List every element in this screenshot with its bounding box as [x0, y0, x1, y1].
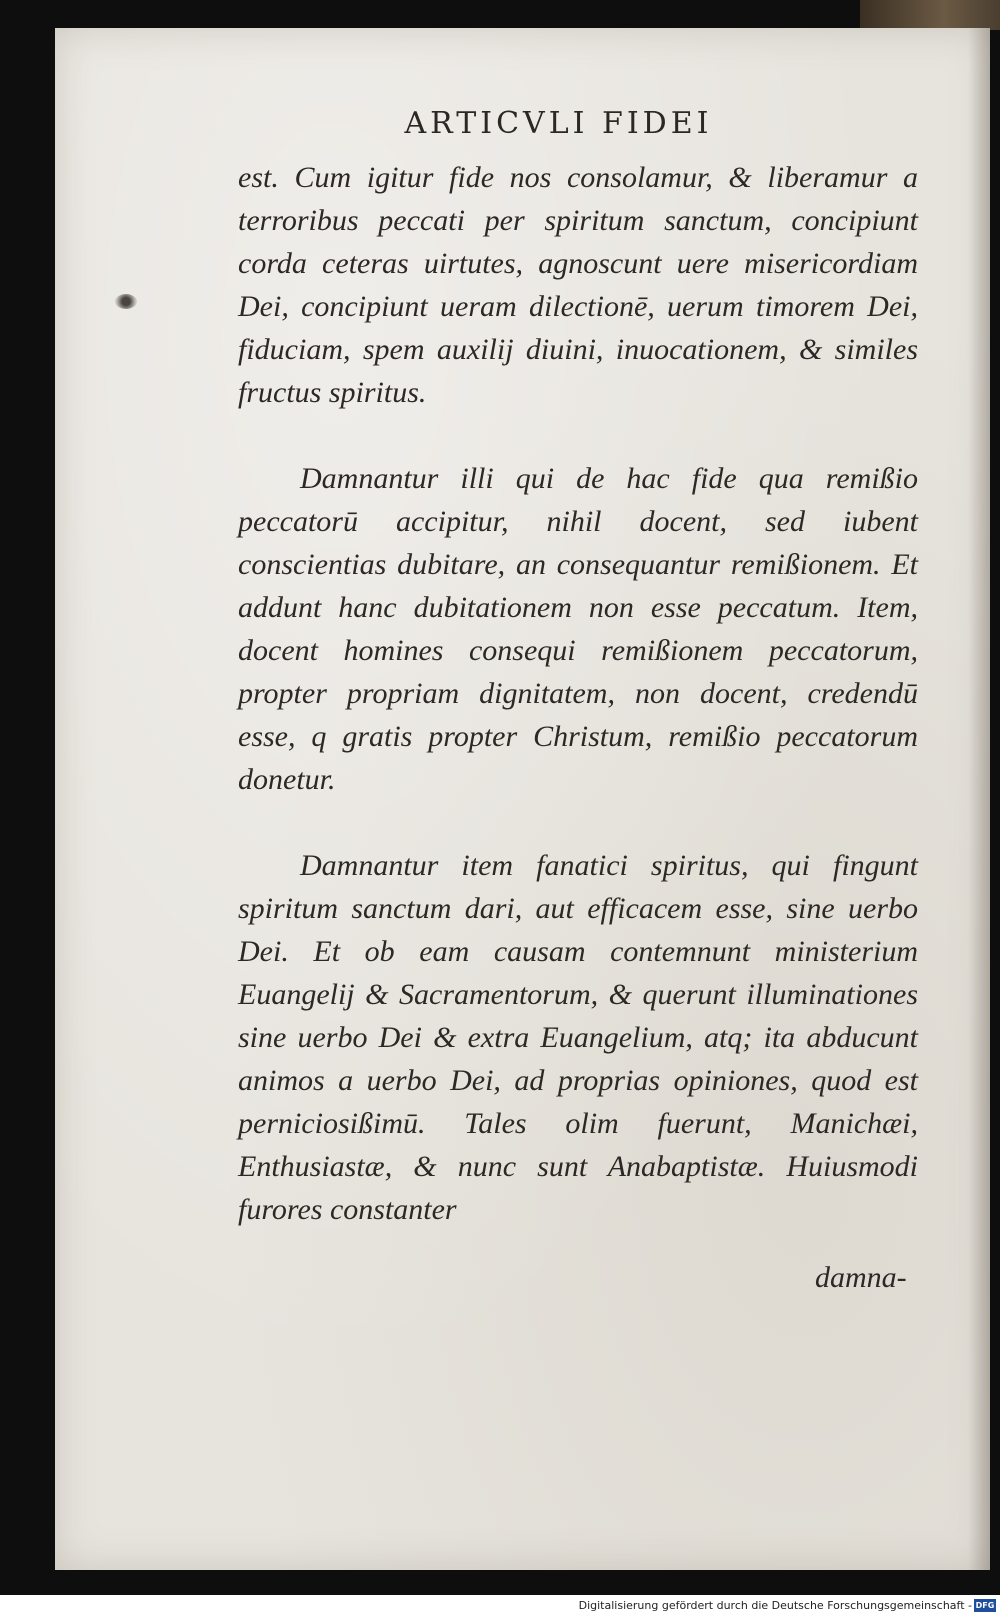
book-page: [55, 28, 990, 1570]
text-block: [238, 156, 918, 1231]
footer-credit: Digitalisierung gefördert durch die Deutsche Forschungsgemeinschaft -: [578, 1599, 972, 1612]
book-edge: [860, 0, 1000, 30]
catchword: damna-: [815, 1261, 907, 1294]
paragraph-2: Damnantur illi qui de hac fide qua remißio peccatorū accipitur, nihil docent, sed iubent conscientias dubitare, an consequantur remißionem. Et addunt hanc dubitationem non esse peccatum. Item, docent homines consequi remißionem peccatorum, propter propriam dignitatem, non docent, credendū esse, q gratis propter Christum, remißio peccatorum donetur.: [238, 462, 918, 796]
page-spine-shadow: [968, 28, 990, 1570]
paragraph-1: est. Cum igitur fide nos consolamur, & liberamur a terroribus peccati per spiritum sanctum, concipiunt corda ceteras uirtutes, agnoscunt uere misericordiam Dei, concipiunt ueram dilectionē, uerum timorem Dei, fiduciam, spem auxilij diuini, inuocationem, & similes fructus spiritus.: [238, 161, 918, 409]
dfg-logo-icon: DFG: [975, 1601, 995, 1610]
ink-stain: [115, 294, 137, 309]
running-head: ARTICVLI FIDEI: [404, 106, 713, 141]
paragraph-3: Damnantur item fanatici spiritus, qui fingunt spiritum sanctum dari, aut efficacem esse, sine uerbo Dei. Et ob eam causam contemnunt ministerium Euangelij & Sacramentorum, & querunt illuminationes sine uerbo Dei & extra Euangelium, atq; ita abducunt animos a uerbo Dei, ad proprias opiniones, quod est perniciosißimū. Tales olim fuerunt, Manichæi, Enthusiastæ, & nunc sunt Anabaptistæ. Huiusmodi furores constanter: [238, 849, 918, 1226]
footer-bar: [0, 1595, 1000, 1615]
